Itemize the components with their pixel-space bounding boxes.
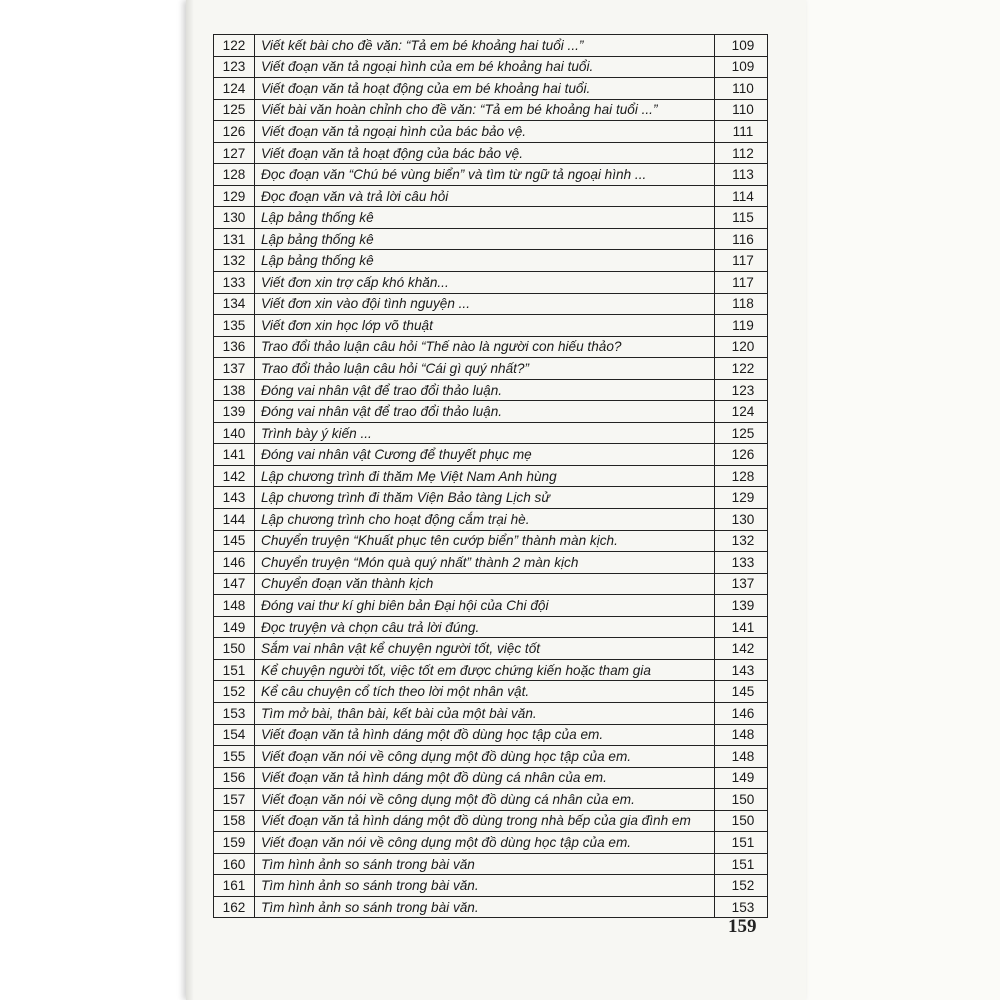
lesson-title: Đọc truyện và chọn câu trả lời đúng.	[255, 616, 715, 638]
lesson-number: 140	[214, 422, 255, 444]
table-row	[214, 272, 768, 294]
table-row	[214, 767, 768, 789]
lesson-number: 126	[214, 121, 255, 143]
table-row	[214, 875, 768, 897]
lesson-number: 157	[214, 789, 255, 811]
lesson-title: Sắm vai nhân vật kể chuyện người tốt, việc tốt	[255, 638, 715, 660]
lesson-number: 127	[214, 142, 255, 164]
page-margin	[0, 0, 190, 1000]
gutter-shadow	[186, 0, 194, 1000]
table-row	[214, 832, 768, 854]
lesson-number: 135	[214, 315, 255, 337]
lesson-page: 113	[715, 164, 768, 186]
table-row	[214, 509, 768, 531]
table-row	[214, 616, 768, 638]
lesson-page: 124	[715, 401, 768, 423]
table-row	[214, 142, 768, 164]
table-row	[214, 401, 768, 423]
table-row	[214, 724, 768, 746]
table-row	[214, 422, 768, 444]
lesson-number: 143	[214, 487, 255, 509]
lesson-page: 112	[715, 142, 768, 164]
lesson-number: 147	[214, 573, 255, 595]
lesson-page: 152	[715, 875, 768, 897]
table-row	[214, 250, 768, 272]
table-row	[214, 573, 768, 595]
lesson-title: Lập bảng thống kê	[255, 228, 715, 250]
lesson-title: Đóng vai nhân vật để trao đổi thảo luận.	[255, 379, 715, 401]
lesson-page: 114	[715, 185, 768, 207]
lesson-number: 139	[214, 401, 255, 423]
lesson-title: Kể chuyện người tốt, việc tốt em được chứng kiến hoặc tham gia	[255, 659, 715, 681]
lesson-title: Viết đoạn văn nói về công dụng một đồ dùng học tập của em.	[255, 832, 715, 854]
lesson-page: 146	[715, 702, 768, 724]
lesson-number: 161	[214, 875, 255, 897]
lesson-page: 128	[715, 465, 768, 487]
lesson-page: 143	[715, 659, 768, 681]
lesson-title: Viết đoạn văn tả hình dáng một đồ dùng trong nhà bếp của gia đình em	[255, 810, 715, 832]
lesson-number: 155	[214, 746, 255, 768]
lesson-title: Lập bảng thống kê	[255, 250, 715, 272]
lesson-title: Đọc đoạn văn “Chú bé vùng biển” và tìm từ ngữ tả ngoại hình ...	[255, 164, 715, 186]
table-row	[214, 358, 768, 380]
lesson-number: 132	[214, 250, 255, 272]
table-of-contents	[213, 34, 768, 918]
table-row	[214, 121, 768, 143]
lesson-title: Viết kết bài cho đề văn: “Tả em bé khoảng hai tuổi ...”	[255, 35, 715, 57]
lesson-title: Trao đổi thảo luận câu hỏi “Cái gì quý nhất?”	[255, 358, 715, 380]
lesson-title: Chuyển truyện “Món quà quý nhất” thành 2 màn kịch	[255, 552, 715, 574]
lesson-page: 141	[715, 616, 768, 638]
lesson-page: 150	[715, 810, 768, 832]
table-row	[214, 315, 768, 337]
table-row	[214, 659, 768, 681]
toc-body	[214, 35, 768, 918]
lesson-title: Tìm mở bài, thân bài, kết bài của một bài văn.	[255, 702, 715, 724]
lesson-number: 158	[214, 810, 255, 832]
lesson-number: 138	[214, 379, 255, 401]
lesson-page: 151	[715, 853, 768, 875]
lesson-number: 128	[214, 164, 255, 186]
lesson-page: 142	[715, 638, 768, 660]
lesson-page: 118	[715, 293, 768, 315]
lesson-page: 115	[715, 207, 768, 229]
lesson-title: Viết đơn xin học lớp võ thuật	[255, 315, 715, 337]
lesson-title: Trình bày ý kiến ...	[255, 422, 715, 444]
table-row	[214, 78, 768, 100]
lesson-page: 132	[715, 530, 768, 552]
table-row	[214, 487, 768, 509]
table-row	[214, 228, 768, 250]
table-row	[214, 702, 768, 724]
lesson-title: Viết đoạn văn nói về công dụng một đồ dùng học tập của em.	[255, 746, 715, 768]
lesson-page: 123	[715, 379, 768, 401]
lesson-page: 116	[715, 228, 768, 250]
table-row	[214, 336, 768, 358]
table-row	[214, 552, 768, 574]
lesson-title: Đóng vai nhân vật để trao đổi thảo luận.	[255, 401, 715, 423]
lesson-title: Viết đoạn văn tả ngoại hình của em bé khoảng hai tuổi.	[255, 56, 715, 78]
lesson-page: 110	[715, 78, 768, 100]
lesson-title: Lập bảng thống kê	[255, 207, 715, 229]
lesson-number: 149	[214, 616, 255, 638]
table-row	[214, 810, 768, 832]
table-row	[214, 35, 768, 57]
lesson-title: Viết đoạn văn tả hình dáng một đồ dùng học tập của em.	[255, 724, 715, 746]
table-row	[214, 530, 768, 552]
lesson-page: 153	[715, 896, 768, 918]
table-row	[214, 789, 768, 811]
lesson-title: Viết đoạn văn tả hình dáng một đồ dùng cá nhân của em.	[255, 767, 715, 789]
lesson-title: Tìm hình ảnh so sánh trong bài văn.	[255, 875, 715, 897]
lesson-page: 145	[715, 681, 768, 703]
lesson-number: 124	[214, 78, 255, 100]
lesson-number: 131	[214, 228, 255, 250]
lesson-page: 122	[715, 358, 768, 380]
lesson-number: 122	[214, 35, 255, 57]
lesson-title: Chuyển truyện “Khuất phục tên cướp biển” thành màn kịch.	[255, 530, 715, 552]
lesson-title: Kể câu chuyện cổ tích theo lời một nhân vật.	[255, 681, 715, 703]
lesson-page: 129	[715, 487, 768, 509]
lesson-page: 109	[715, 35, 768, 57]
table-row	[214, 638, 768, 660]
table-row	[214, 853, 768, 875]
lesson-title: Tìm hình ảnh so sánh trong bài văn	[255, 853, 715, 875]
lesson-page: 137	[715, 573, 768, 595]
lesson-page: 120	[715, 336, 768, 358]
lesson-title: Viết đoạn văn tả ngoại hình của bác bảo vệ.	[255, 121, 715, 143]
lesson-page: 148	[715, 746, 768, 768]
table-row	[214, 896, 768, 918]
lesson-page: 126	[715, 444, 768, 466]
table-row	[214, 465, 768, 487]
lesson-page: 119	[715, 315, 768, 337]
table-row	[214, 207, 768, 229]
lesson-page: 150	[715, 789, 768, 811]
lesson-title: Trao đổi thảo luận câu hỏi “Thế nào là người con hiếu thảo?	[255, 336, 715, 358]
table-row	[214, 444, 768, 466]
lesson-title: Lập chương trình cho hoạt động cắm trại hè.	[255, 509, 715, 531]
table-row	[214, 99, 768, 121]
lesson-title: Đóng vai thư kí ghi biên bản Đại hội của Chi đội	[255, 595, 715, 617]
lesson-number: 150	[214, 638, 255, 660]
lesson-page: 139	[715, 595, 768, 617]
lesson-number: 125	[214, 99, 255, 121]
lesson-number: 144	[214, 509, 255, 531]
lesson-page: 111	[715, 121, 768, 143]
lesson-number: 134	[214, 293, 255, 315]
table-row	[214, 379, 768, 401]
table-row	[214, 164, 768, 186]
lesson-page: 117	[715, 272, 768, 294]
lesson-page: 130	[715, 509, 768, 531]
lesson-number: 136	[214, 336, 255, 358]
lesson-number: 130	[214, 207, 255, 229]
table-row	[214, 56, 768, 78]
lesson-number: 160	[214, 853, 255, 875]
lesson-number: 162	[214, 896, 255, 918]
lesson-title: Tìm hình ảnh so sánh trong bài văn.	[255, 896, 715, 918]
lesson-title: Đóng vai nhân vật Cương để thuyết phục mẹ	[255, 444, 715, 466]
lesson-number: 145	[214, 530, 255, 552]
lesson-number: 141	[214, 444, 255, 466]
lesson-title: Đọc đoạn văn và trả lời câu hỏi	[255, 185, 715, 207]
table-row	[214, 746, 768, 768]
lesson-number: 159	[214, 832, 255, 854]
lesson-page: 133	[715, 552, 768, 574]
lesson-title: Viết đoạn văn nói về công dụng một đồ dùng cá nhân của em.	[255, 789, 715, 811]
lesson-number: 156	[214, 767, 255, 789]
table-row	[214, 293, 768, 315]
table-row	[214, 595, 768, 617]
lesson-title: Viết đoạn văn tả hoạt động của em bé khoảng hai tuổi.	[255, 78, 715, 100]
lesson-number: 123	[214, 56, 255, 78]
lesson-number: 137	[214, 358, 255, 380]
lesson-number: 151	[214, 659, 255, 681]
lesson-title: Lập chương trình đi thăm Mẹ Việt Nam Anh hùng	[255, 465, 715, 487]
lesson-title: Chuyển đoạn văn thành kịch	[255, 573, 715, 595]
table-row	[214, 681, 768, 703]
lesson-page: 151	[715, 832, 768, 854]
lesson-title: Viết đơn xin vào đội tình nguyện ...	[255, 293, 715, 315]
lesson-number: 146	[214, 552, 255, 574]
lesson-page: 125	[715, 422, 768, 444]
lesson-number: 133	[214, 272, 255, 294]
lesson-page: 148	[715, 724, 768, 746]
lesson-title: Viết đơn xin trợ cấp khó khăn...	[255, 272, 715, 294]
lesson-page: 149	[715, 767, 768, 789]
lesson-title: Viết bài văn hoàn chỉnh cho đề văn: “Tả em bé khoảng hai tuổi ...”	[255, 99, 715, 121]
lesson-number: 148	[214, 595, 255, 617]
page-number: 159	[728, 916, 757, 937]
lesson-title: Viết đoạn văn tả hoạt động của bác bảo vệ.	[255, 142, 715, 164]
lesson-number: 152	[214, 681, 255, 703]
lesson-page: 109	[715, 56, 768, 78]
lesson-page: 117	[715, 250, 768, 272]
lesson-number: 142	[214, 465, 255, 487]
table-row	[214, 185, 768, 207]
lesson-page: 110	[715, 99, 768, 121]
lesson-number: 154	[214, 724, 255, 746]
lesson-number: 129	[214, 185, 255, 207]
lesson-number: 153	[214, 702, 255, 724]
lesson-title: Lập chương trình đi thăm Viện Bảo tàng Lịch sử	[255, 487, 715, 509]
